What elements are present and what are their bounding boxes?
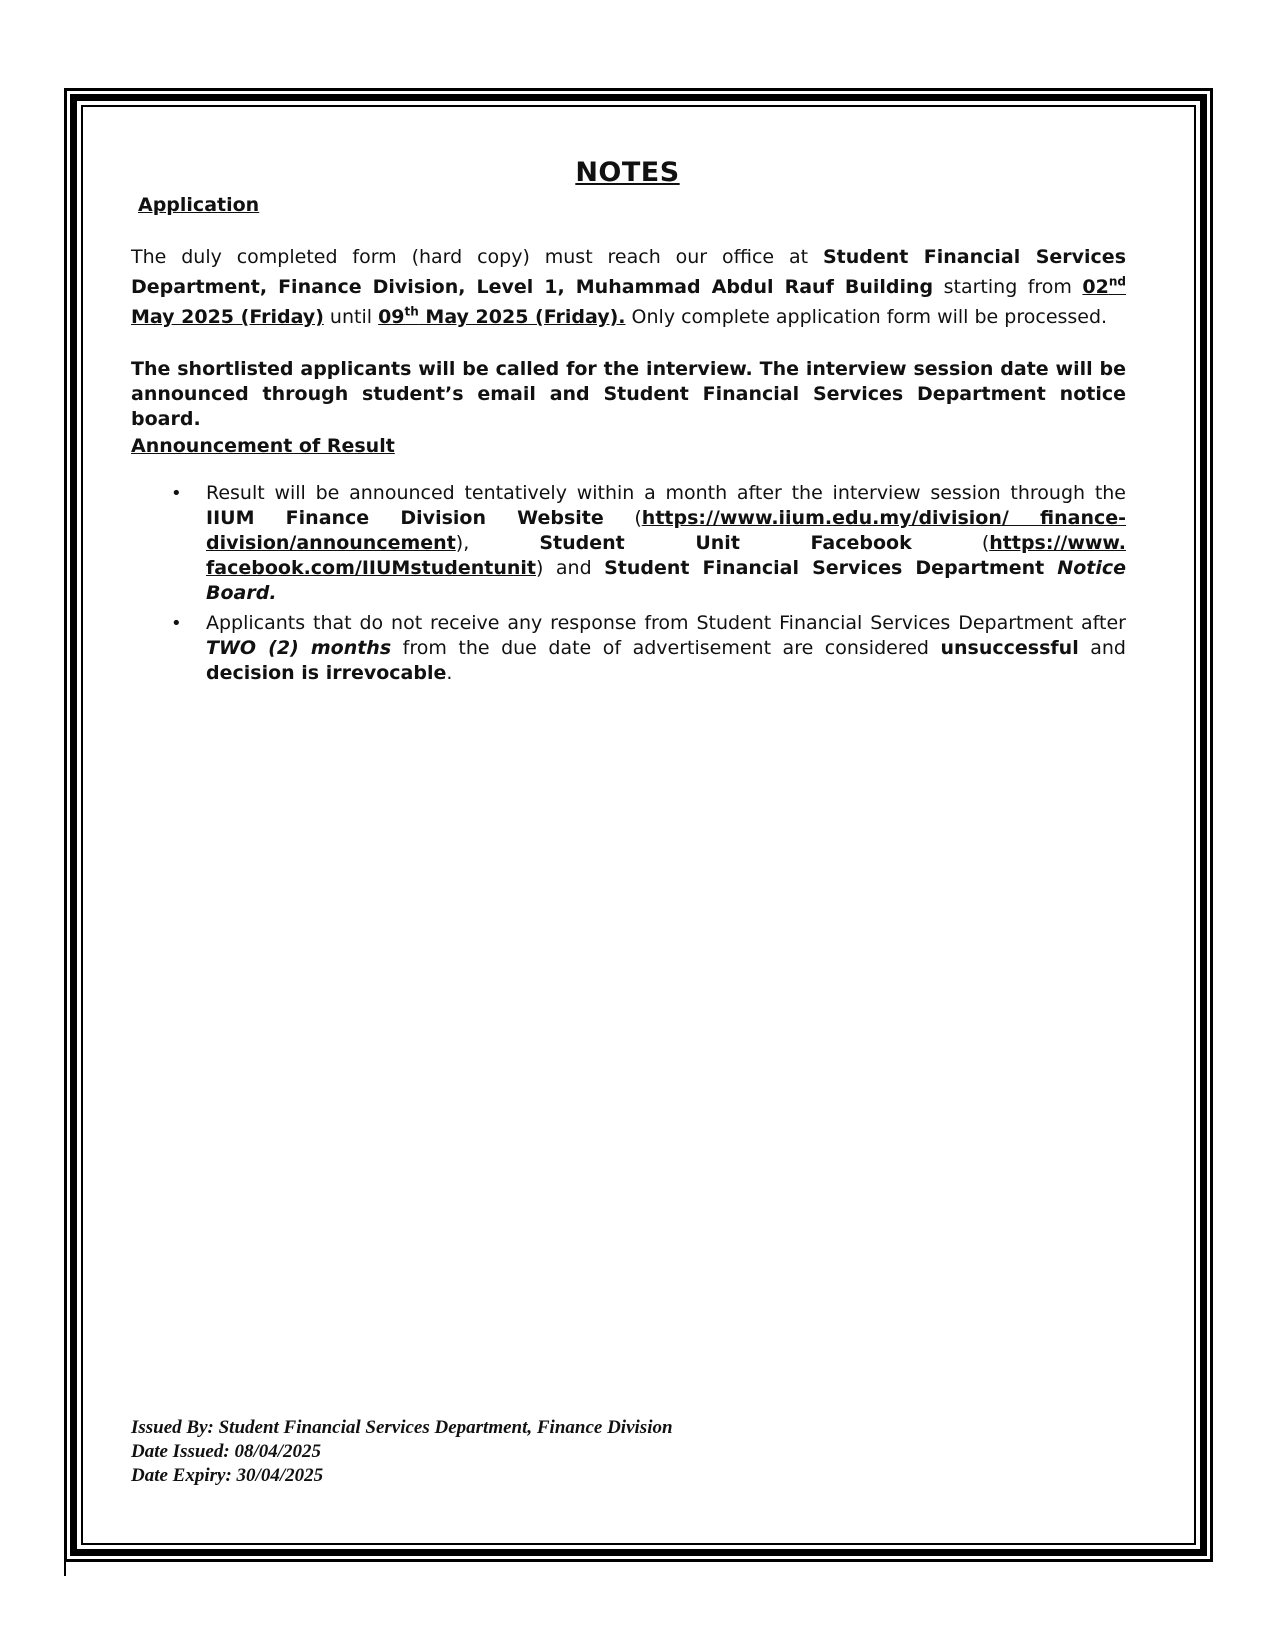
start-day-suffix: nd [1108,274,1126,289]
end-date [378,306,625,328]
end-day: 09 [378,306,405,328]
list-item [206,611,1126,686]
text: The duly completed form (hard copy) must reach our office at [131,246,823,268]
facebook-label: Student Unit Facebook [539,532,912,554]
issued-by: Issued By: Student Financial Services Department, Finance Division [131,1417,673,1438]
website-label: IIUM Finance Division Website [206,507,604,529]
application-heading: Application [138,194,260,216]
bullet-icon: • [171,613,182,634]
facebook-link[interactable]: https://www. facebook.com/IIUMstudentunit [206,532,1126,579]
start-date-rest: May 2025 (Friday) [131,306,324,328]
text: from the due date of advertisement are considered [391,637,941,659]
office-location: Student Financial Services Department, Finance Division, Level 1, Muhammad Abdul Rauf Building [131,246,1126,298]
text: Result will be announced tentatively within a month after the interview session through the [206,482,1126,504]
unsuccessful-label: unsuccessful [940,637,1079,659]
date-issued: Date Issued: 08/04/2025 [131,1441,321,1462]
end-date-rest: May 2025 (Friday). [418,306,626,328]
text: ( [603,507,642,529]
notice-board-label: Notice Board. [206,557,1126,604]
department-label: Student Financial Services Department [604,557,1058,579]
text: Applicants that do not receive any response from Student Financial Services Department after [206,612,1126,634]
text: Only complete application form will be processed. [625,306,1108,328]
application-paragraph [131,242,1126,332]
issue-footer [131,1416,673,1488]
text: ) and [536,557,605,579]
irrevocable-label: decision is irrevocable [206,662,447,684]
text: and [1078,637,1126,659]
page-title: NOTES [575,157,680,188]
text: until [323,306,379,328]
finance-website-link[interactable]: https://www.iium.edu.my/division/ finance-division/announcement [206,507,1127,554]
date-expiry: Date Expiry: 30/04/2025 [131,1465,324,1486]
start-day: 02 [1082,276,1109,298]
list-item [206,481,1126,606]
text: ), [455,532,540,554]
text: starting from [933,276,1083,298]
interview-paragraph: The shortlisted applicants will be called for the interview. The interview session date will be announced through student’s email and Student Financial Services Department notice board. [131,358,1126,430]
text: ( [911,532,990,554]
bullet-icon: • [171,483,182,504]
duration-label: TWO (2) months [206,637,392,659]
result-heading: Announcement of Result [131,435,395,457]
text: . [446,662,453,684]
end-day-suffix: th [404,304,419,319]
